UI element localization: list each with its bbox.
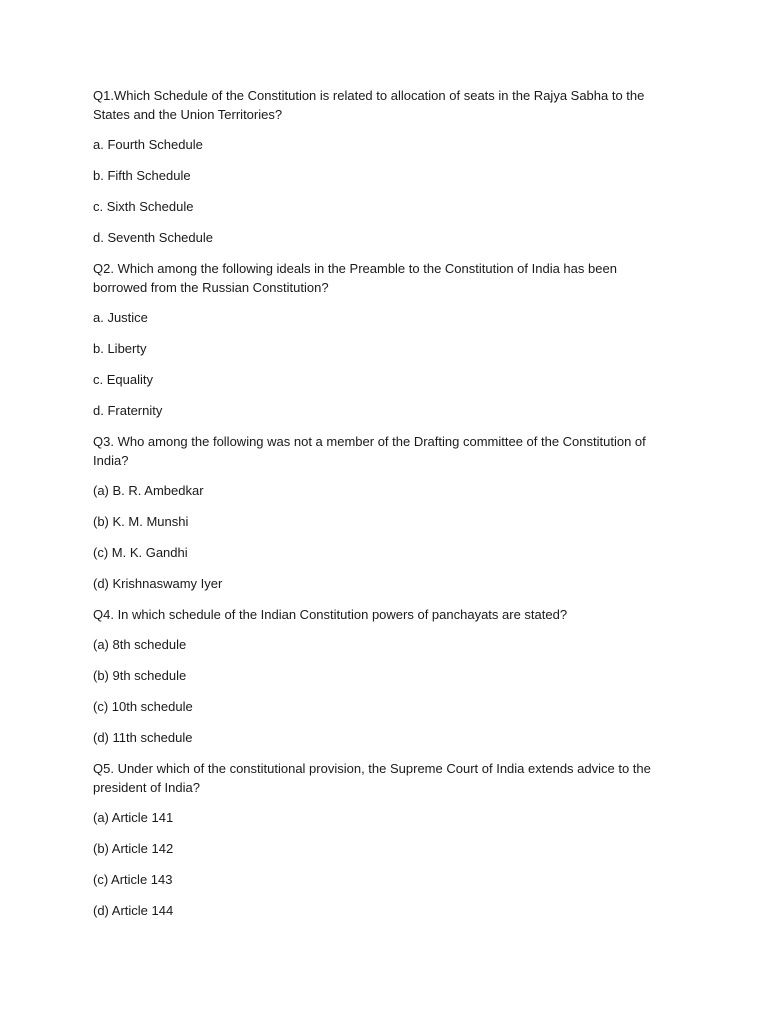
option-b: b. Liberty [93, 341, 147, 356]
question-block-5 [93, 759, 673, 920]
option-c: c. Sixth Schedule [93, 199, 194, 214]
question-text: Q5. Under which of the constitutional provision, the Supreme Court of India extends advice to the president of India? [93, 761, 651, 795]
option-a: a. Fourth Schedule [93, 137, 203, 152]
document-page [93, 86, 673, 932]
option-c: (c) Article 143 [93, 872, 173, 887]
option-c: (c) M. K. Gandhi [93, 545, 188, 560]
option-b: b. Fifth Schedule [93, 168, 191, 183]
question-text: Q1.Which Schedule of the Constitution is related to allocation of seats in the Rajya Sabha to the States and the Union Territories? [93, 88, 645, 122]
question-text: Q2. Which among the following ideals in the Preamble to the Constitution of India has been borrowed from the Russian Constitution? [93, 261, 617, 295]
option-b: (b) 9th schedule [93, 668, 187, 683]
option-c: (c) 10th schedule [93, 699, 193, 714]
option-d: (d) 11th schedule [93, 730, 193, 745]
option-b: (b) K. M. Munshi [93, 514, 189, 529]
question-block-3 [93, 432, 673, 593]
option-d: (d) Krishnaswamy Iyer [93, 576, 223, 591]
option-a: (a) B. R. Ambedkar [93, 483, 204, 498]
option-a: a. Justice [93, 310, 148, 325]
option-b: (b) Article 142 [93, 841, 174, 856]
option-a: (a) Article 141 [93, 810, 174, 825]
question-block-1 [93, 86, 673, 247]
question-block-2 [93, 259, 673, 420]
option-c: c. Equality [93, 372, 153, 387]
question-block-4 [93, 605, 673, 747]
option-a: (a) 8th schedule [93, 637, 187, 652]
question-text: Q3. Who among the following was not a member of the Drafting committee of the Constitution of India? [93, 434, 646, 468]
question-text: Q4. In which schedule of the Indian Constitution powers of panchayats are stated? [93, 607, 568, 622]
option-d: (d) Article 144 [93, 903, 174, 918]
option-d: d. Fraternity [93, 403, 163, 418]
option-d: d. Seventh Schedule [93, 230, 213, 245]
